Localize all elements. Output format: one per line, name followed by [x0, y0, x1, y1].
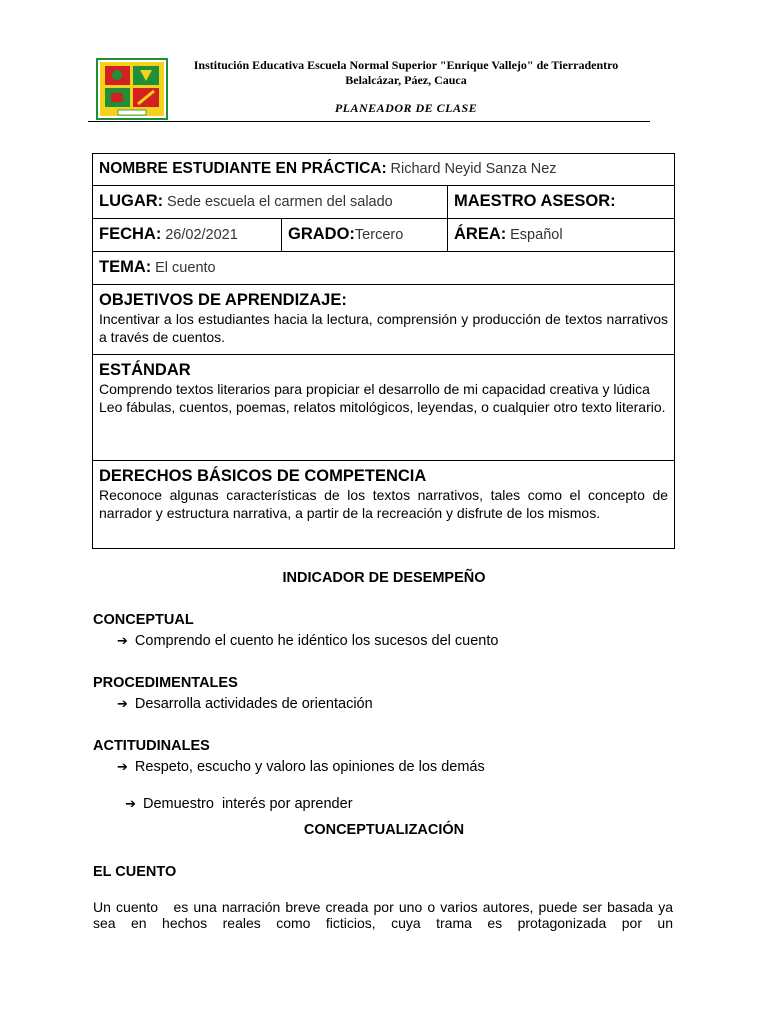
arrow-right-icon: ➔: [117, 634, 128, 649]
arrow-right-icon: ➔: [125, 797, 136, 812]
procedimentales-item: [117, 696, 373, 712]
procedimentales-heading: PROCEDIMENTALES: [93, 675, 238, 691]
actitudinales-heading: ACTITUDINALES: [93, 738, 210, 754]
student-label: NOMBRE ESTUDIANTE EN PRÁCTICA:: [99, 160, 387, 177]
document-title: PLANEADOR DE CLASE: [334, 101, 478, 115]
derechos-row: [93, 461, 675, 549]
grado-value: Tercero: [354, 227, 404, 243]
estandar-text-1: Comprendo textos literarios para propiciar el desarrollo de mi capacidad creativa y lúdica: [99, 381, 650, 397]
estandar-text-2: Leo fábulas, cuentos, poemas, relatos mitológicos, leyendas, o cualquier otro texto literario.: [99, 399, 666, 415]
school-shield-logo: [96, 58, 168, 120]
tema-value: El cuento: [155, 260, 216, 276]
fecha-value: 26/02/2021: [165, 227, 238, 243]
actitudinales-item: [117, 780, 353, 812]
el-cuento-paragraph: Un cuento es una narración breve creada por uno o varios autores, puede ser basada ya sea en hechos reales como ficticios, cuya trama es protagonizada por un: [93, 899, 677, 931]
conceptualizacion-title: CONCEPTUALIZACIÓN: [303, 822, 465, 838]
conceptual-item-text: Comprendo el cuento he idéntico los sucesos del cuento: [134, 633, 499, 649]
actitudinales-item-text: Respeto, escucho y valoro las opiniones de los demás: [134, 759, 485, 775]
arrow-right-icon: ➔: [117, 697, 128, 712]
procedimentales-item-text: Desarrolla actividades de orientación: [134, 696, 373, 712]
institution-name: Institución Educativa Escuela Normal Superior "Enrique Vallejo" de Tierradentro: [193, 58, 619, 72]
actitudinales-item: [117, 759, 485, 775]
conceptual-item: [117, 633, 498, 649]
student-value: Richard Neyid Sanza Nez: [390, 161, 557, 177]
lugar-value: Sede escuela el carmen del salado: [167, 194, 393, 210]
indicador-title: INDICADOR DE DESEMPEÑO: [282, 570, 486, 586]
student-row: [93, 154, 675, 186]
el-cuento-heading: EL CUENTO: [93, 864, 177, 880]
derechos-heading: DERECHOS BÁSICOS DE COMPETENCIA: [99, 467, 427, 485]
objetivos-row: [93, 285, 675, 355]
lugar-row: [93, 186, 675, 219]
fecha-row: [93, 219, 675, 252]
lesson-plan-table: [92, 153, 675, 549]
objetivos-text: Incentivar a los estudiantes hacia la lectura, comprensión y producción de textos narrativos a través de cuentos.: [99, 311, 669, 345]
tema-row: [93, 252, 675, 285]
fecha-label: FECHA:: [99, 225, 162, 243]
maestro-label: MAESTRO ASESOR:: [454, 192, 616, 210]
area-label: ÁREA:: [454, 225, 507, 243]
area-value: Español: [510, 227, 563, 243]
conceptual-heading: CONCEPTUAL: [93, 612, 194, 628]
derechos-text: Reconoce algunas características de los textos narrativos, tales como el concepto de narrador y estructura narrativa, a partir de la recreación y disfrute de los mismos.: [99, 487, 669, 521]
tema-label: TEMA:: [99, 258, 152, 276]
grado-label: GRADO:: [288, 225, 355, 243]
header-divider: [88, 121, 650, 122]
actitudinales-item-text: Demuestro interés por aprender: [142, 796, 353, 812]
estandar-heading: ESTÁNDAR: [99, 361, 191, 379]
lugar-label: LUGAR:: [99, 192, 164, 210]
estandar-row: [93, 355, 675, 461]
institution-location: Belalcázar, Páez, Cauca: [345, 73, 467, 87]
objetivos-heading: OBJETIVOS DE APRENDIZAJE:: [99, 291, 347, 309]
arrow-right-icon: ➔: [117, 760, 128, 775]
